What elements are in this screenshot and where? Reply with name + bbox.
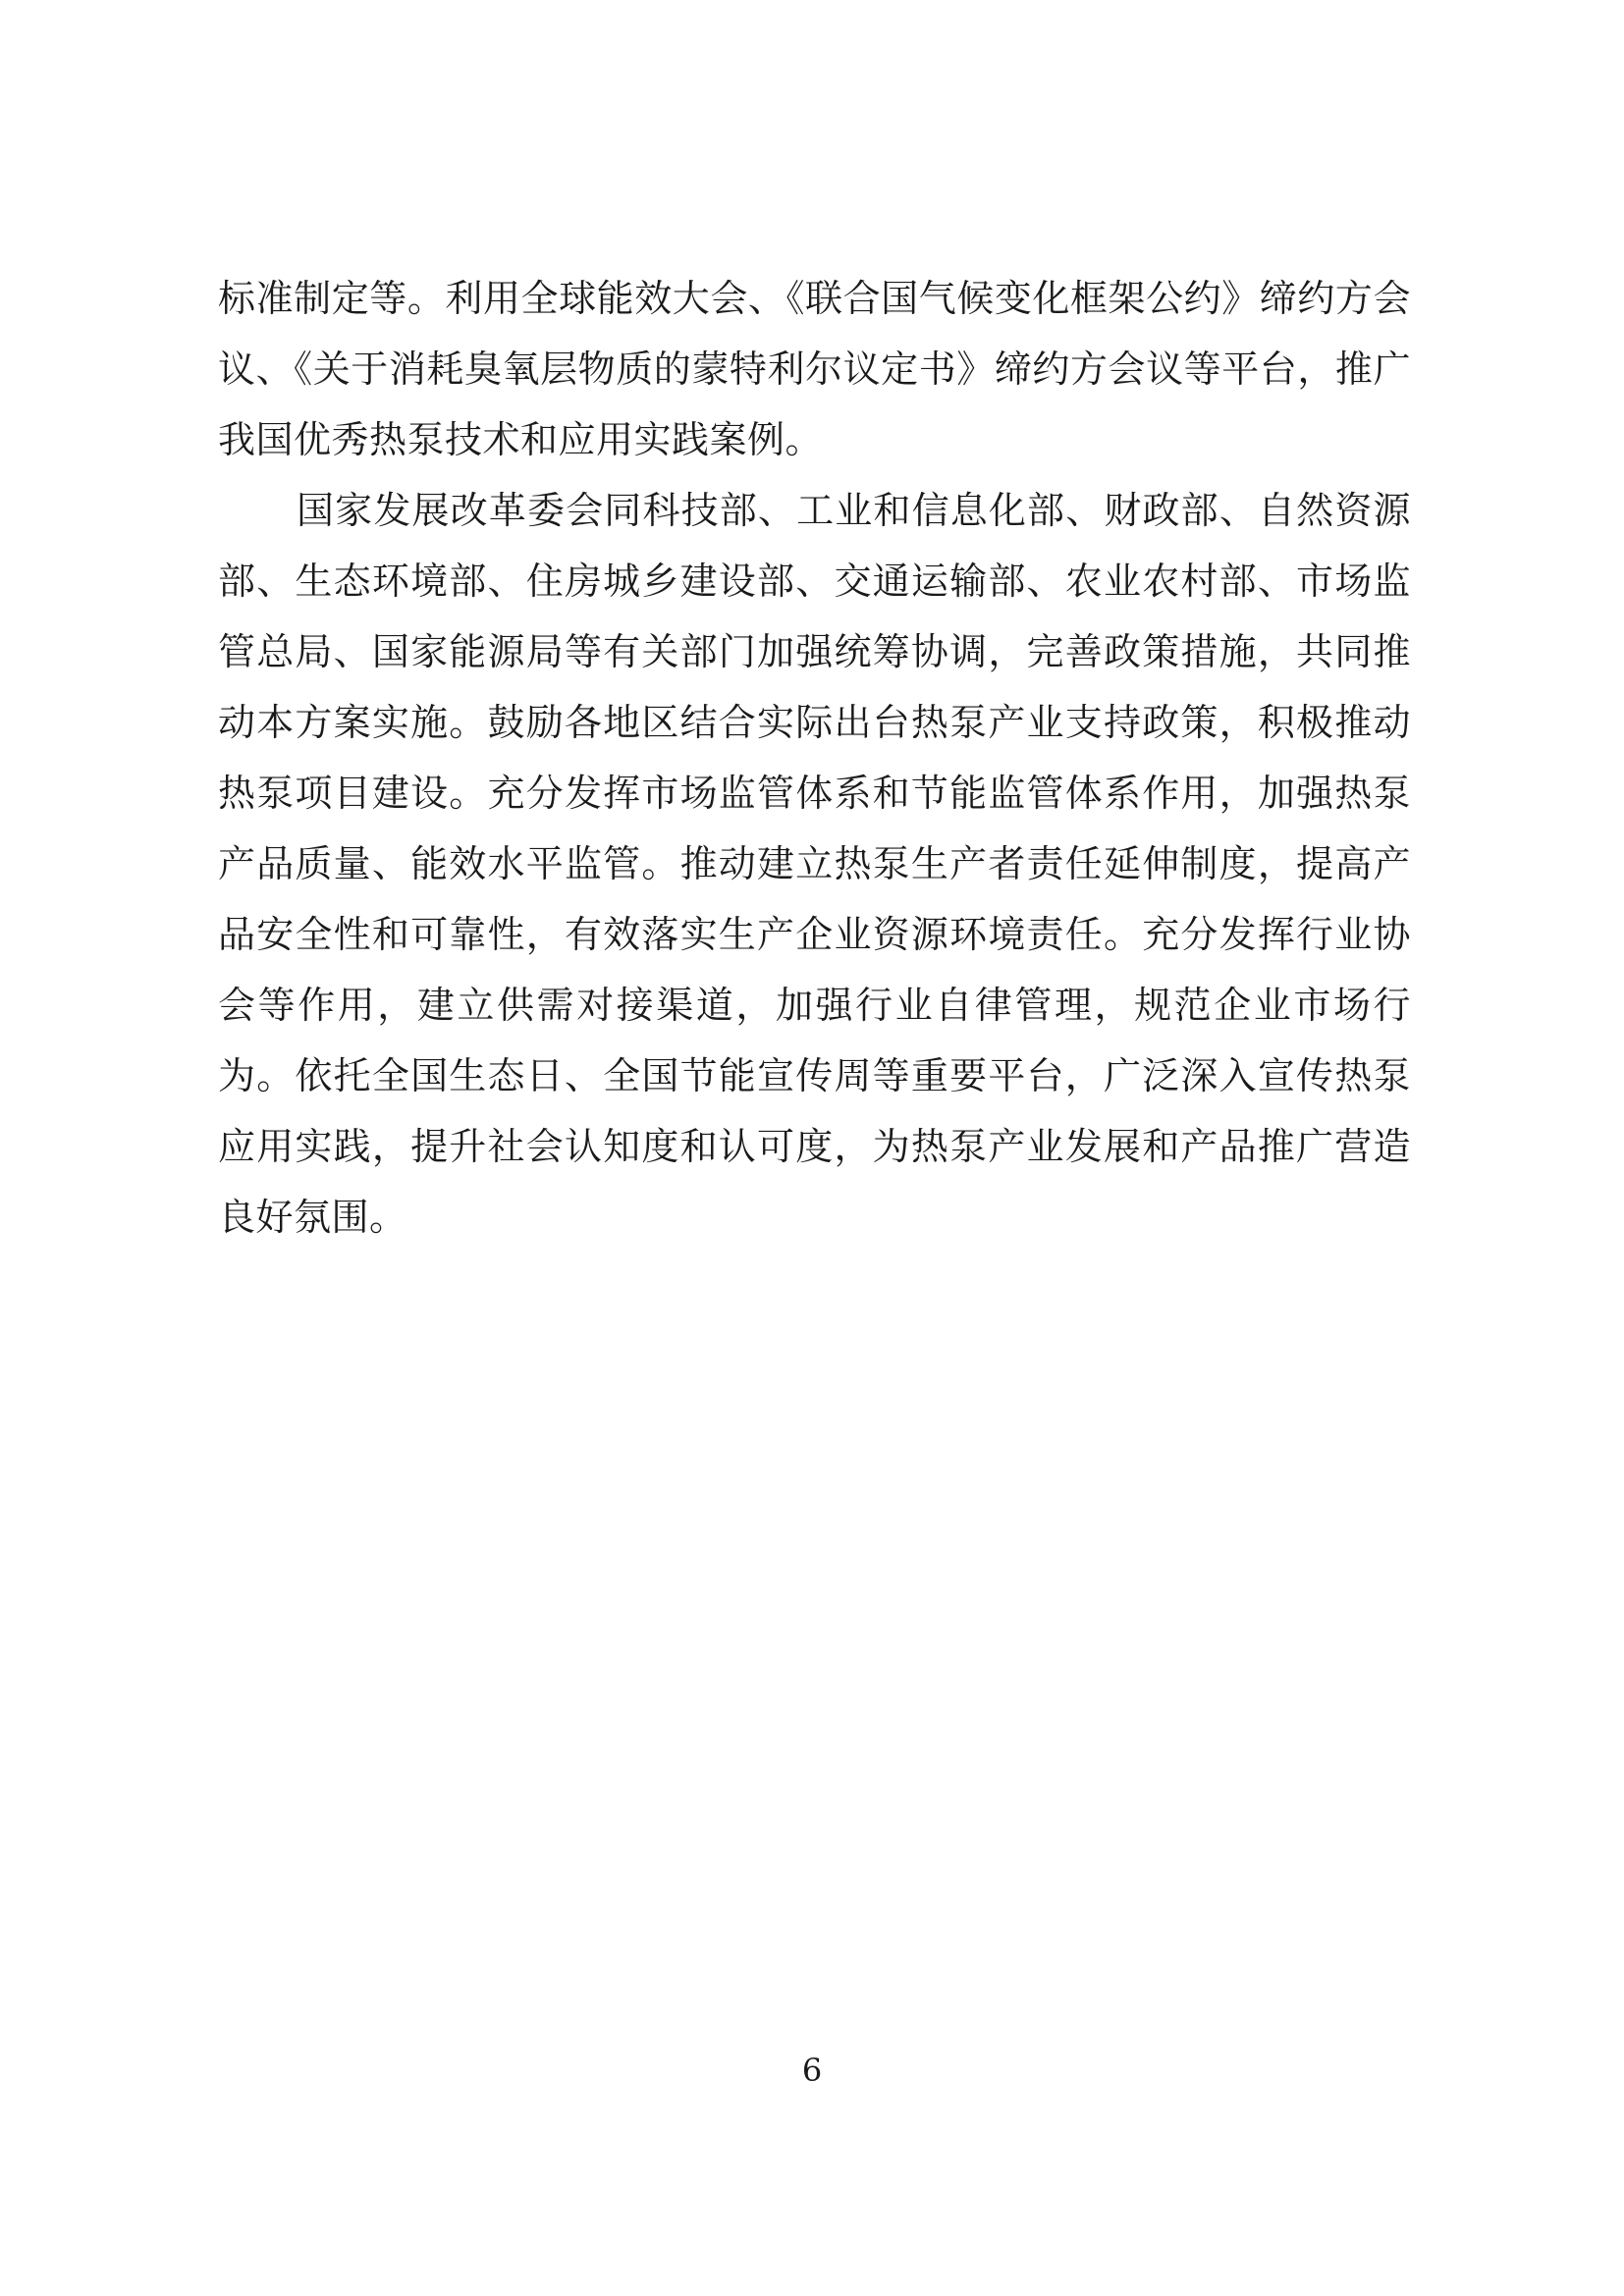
paragraph-2: 国家发展改革委会同科技部、工业和信息化部、财政部、自然资源部、生态环境部、住房城乡建设部、交通运输部、农业农村部、市场监管总局、国家能源局等有关部门加强统筹协调，完善政策措施，共同推动本方案实施。鼓励各地区结合实际出台热泵产业支持政策，积极推动热泵项目建设。充分发挥市场监管体系和节能监管体系作用，加强热泵产品质量、能效水平监管。推动建立热泵生产者责任延伸制度，提高产品安全性和可靠性，有效落实生产企业资源环境责任。充分发挥行业协会等作用，建立供需对接渠道，加强行业自律管理，规范企业市场行为。依托全国生态日、全国节能宣传周等重要平台，广泛深入宣传热泵应用实践，提升社会认知度和认可度，为热泵产业发展和产品推广营造良好氛围。: [218, 489, 1411, 1239]
document-body: [218, 263, 1411, 1253]
page-number: 6: [801, 2052, 823, 2089]
paragraph-1: 标准制定等。利用全球能效大会、《联合国气候变化框架公约》缔约方会议、《关于消耗臭氧层物质的蒙特利尔议定书》缔约方会议等平台，推广我国优秀热泵技术和应用实践案例。: [218, 277, 1411, 461]
